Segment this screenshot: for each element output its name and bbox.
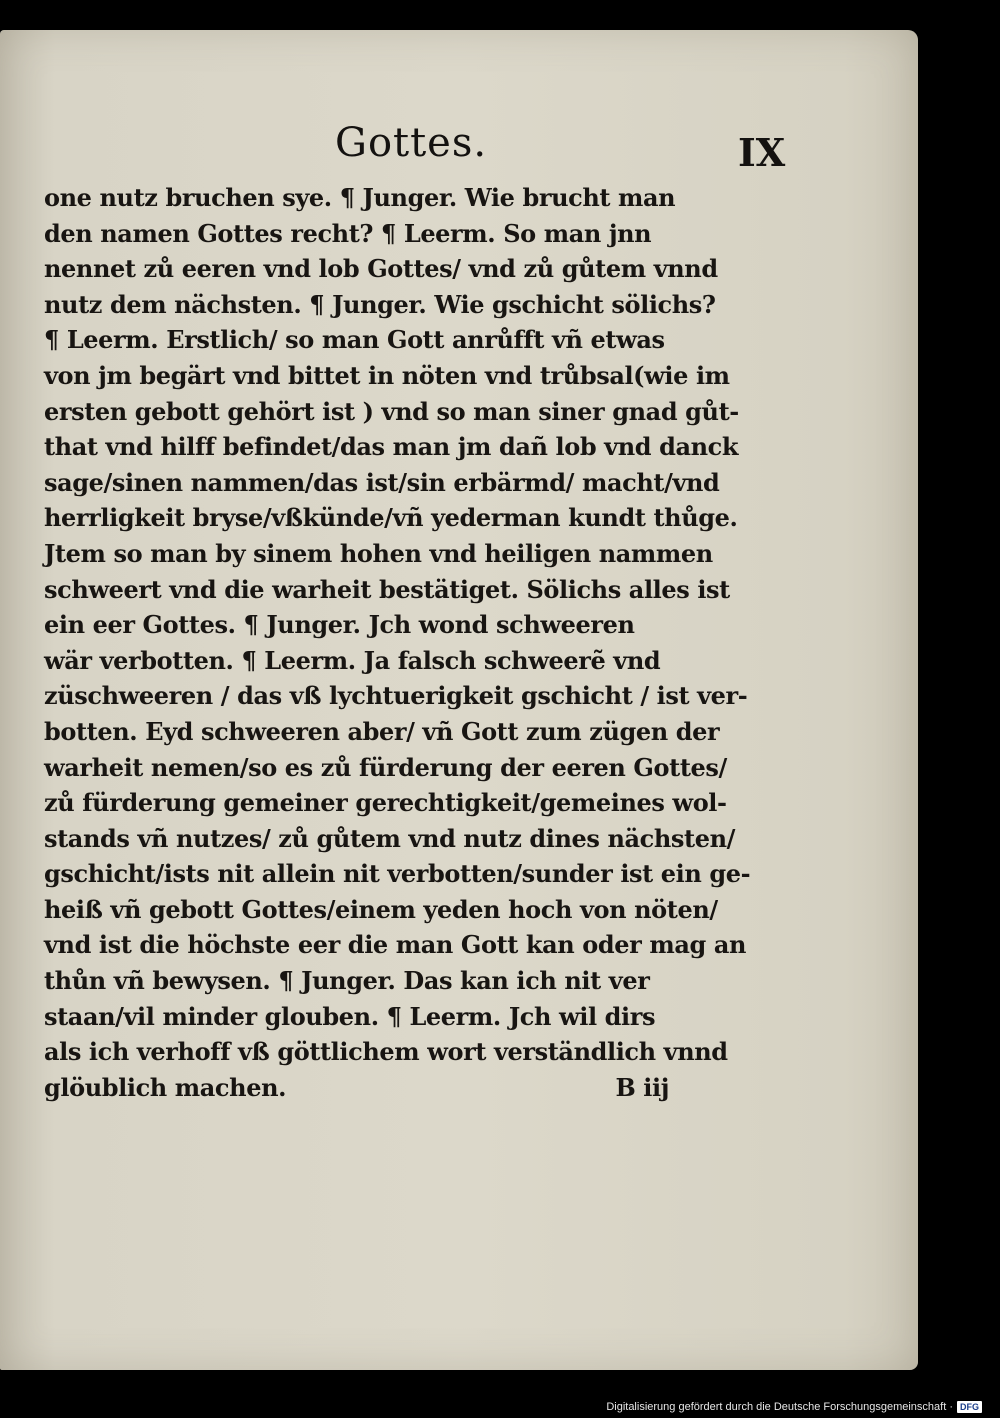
text-line: den namen Gottes recht? ¶ Leerm. So man jnn — [44, 218, 652, 248]
text-line: schweert vnd die warheit bestätiget. Sölichs alles ist — [44, 574, 730, 604]
dfg-logo: DFG — [957, 1401, 982, 1413]
text-line: heiß vñ gebott Gottes/einem yeden hoch von nöten/ — [44, 894, 718, 924]
text-line: thůn vñ bewysen. ¶ Junger. Das kan ich nit ver — [44, 966, 650, 996]
text-line: vnd ist die höchste eer die man Gott kan oder mag an — [44, 930, 747, 960]
text-line: nennet zů eeren vnd lob Gottes/ vnd zů gůtem vnnd — [44, 254, 718, 284]
text-line: ¶ Leerm. Erstlich/ so man Gott anrůfft vñ etwas — [44, 325, 665, 355]
signature-mark: B iij — [615, 1072, 669, 1102]
text-line: herrligkeit bryse/vßkünde/vñ yederman kundt thůge. — [44, 503, 738, 533]
book-page — [0, 30, 918, 1370]
digitization-footer — [606, 1398, 982, 1416]
text-line: warheit nemen/so es zů fürderung der eeren Gottes/ — [44, 752, 727, 782]
text-block — [44, 180, 769, 1105]
text-line: stands vñ nutzes/ zů gůtem vnd nutz dines nächsten/ — [44, 823, 736, 853]
text-line: wär verbotten. ¶ Leerm. Ja falsch schweerẽ vnd — [44, 645, 661, 675]
text-line: sage/sinen nammen/das ist/sin erbärmd/ macht/vnd — [44, 467, 720, 497]
text-line: gschicht/ists nit allein nit verbotten/sunder ist ein ge- — [44, 859, 751, 889]
running-title: Gottes. — [335, 120, 488, 166]
text-line: Jtem so man by sinem hohen vnd heiligen nammen — [44, 538, 713, 568]
text-line: züschweeren / das vß lychtuerigkeit gschicht / ist ver- — [44, 681, 748, 711]
text-line: ein eer Gottes. ¶ Junger. Jch wond schweeren — [44, 610, 635, 640]
text-line: nutz dem nächsten. ¶ Junger. Wie gschicht sölichs? — [44, 289, 716, 319]
text-line: zů fürderung gemeiner gerechtigkeit/gemeines wol- — [44, 788, 727, 818]
text-line: als ich verhoff vß göttlichem wort verständlich vnnd — [44, 1037, 728, 1067]
text-line: botten. Eyd schweeren aber/ vñ Gott zum zügen der — [44, 716, 720, 746]
funding-credit: Digitalisierung gefördert durch die Deutsche Forschungsgemeinschaft · — [606, 1401, 953, 1413]
text-line: that vnd hilff befindet/das man jm dañ lob vnd danck — [44, 432, 739, 462]
text-line: staan/vil minder glouben. ¶ Leerm. Jch wil dirs — [44, 1001, 656, 1031]
closing-text: glöublich machen. — [44, 1072, 287, 1102]
folio-number: IX — [738, 130, 786, 175]
text-line: von jm begärt vnd bittet in nöten vnd trůbsal(wie im — [44, 360, 730, 390]
last-text-line — [44, 1070, 769, 1106]
text-line: ersten gebott gehört ist ) vnd so man siner gnad gůt- — [44, 396, 739, 426]
text-line: one nutz bruchen sye. ¶ Junger. Wie brucht man — [44, 183, 676, 212]
